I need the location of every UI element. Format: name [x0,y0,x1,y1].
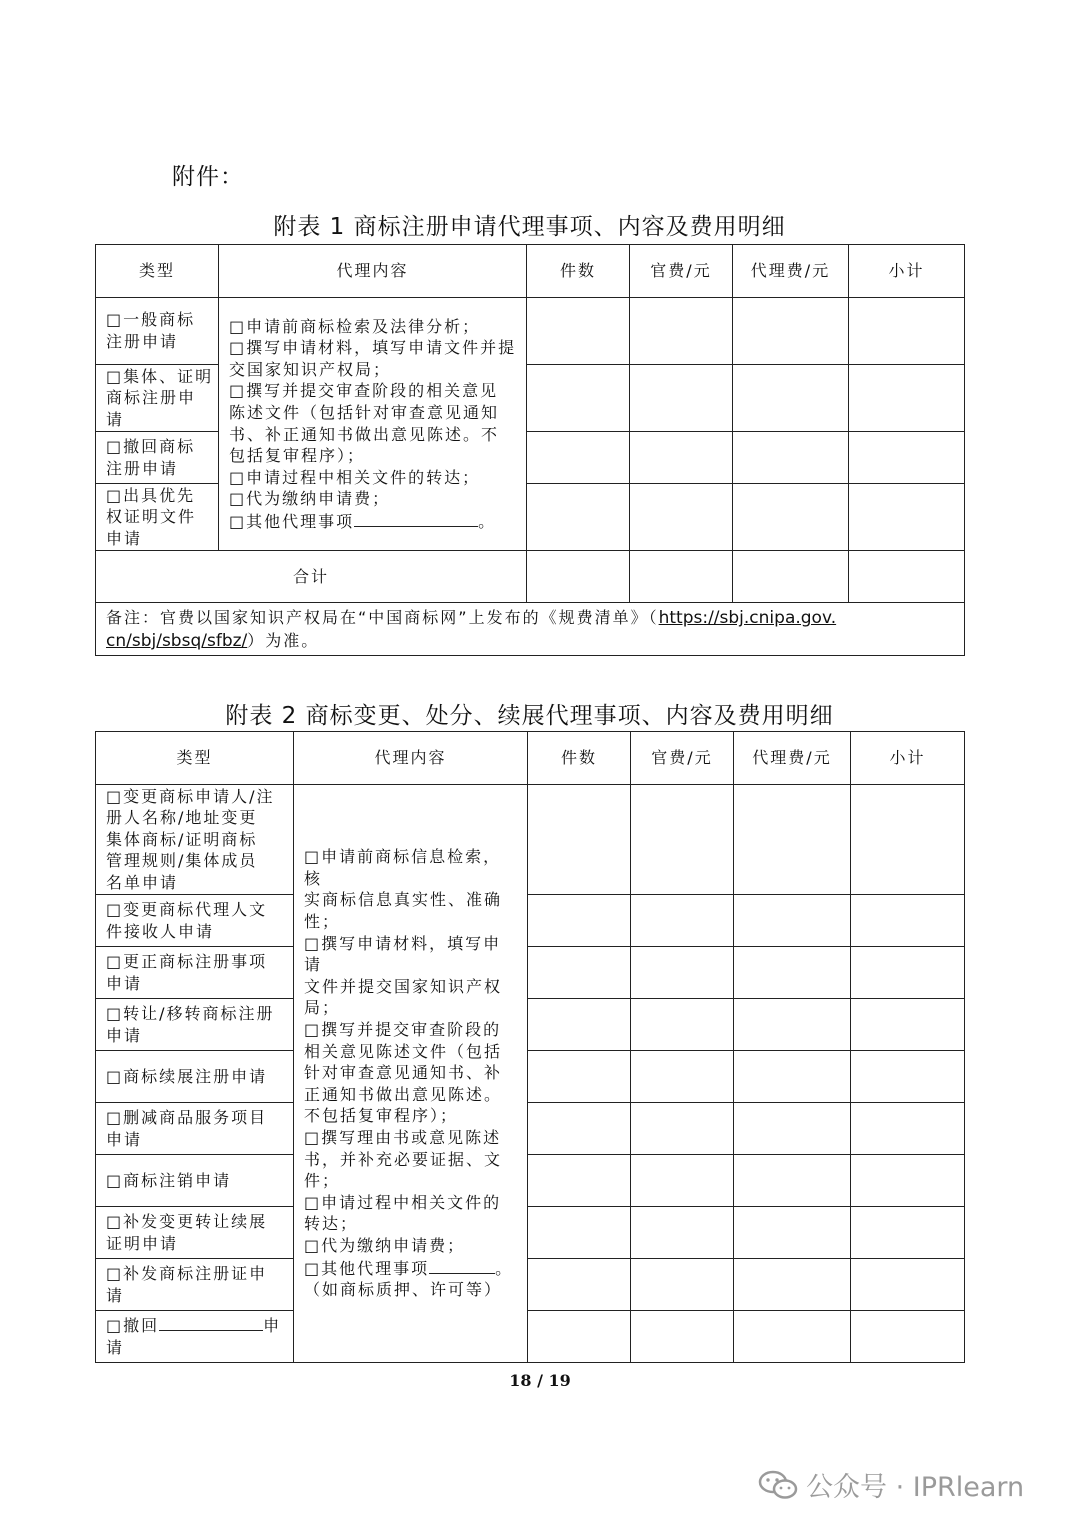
category-cell [96,947,294,999]
subtotal-cell[interactable] [851,1207,965,1259]
content-line: □代为缴纳申请费； [229,489,391,509]
header-count: 件数 [527,245,630,298]
content-line: 文件并提交国家知识产权 [304,976,503,996]
header-agency-fee: 代理费/元 [734,732,851,785]
category-line: □商标续展注册申请 [106,1066,268,1086]
page-number: 18 / 19 [509,1371,571,1390]
category-line: □集体、证明 [106,366,214,386]
category-line: 请 [106,1338,125,1357]
note-row [96,603,965,656]
content-line: □申请过程中相关文件的 [304,1192,502,1212]
content-line: 不包括复审程序）； [304,1106,459,1126]
table1-header-row [96,245,965,298]
content-line: 正通知书做出意见陈述。 [304,1084,503,1104]
category-line: □更正商标注册事项 [106,951,268,971]
category-line: □撤回商标 [106,436,196,456]
category-cell [96,1155,294,1207]
content-line: 针对审查意见通知书、补 [304,1063,503,1083]
table-row [96,298,965,365]
subtotal-cell[interactable] [851,785,965,895]
total-row [96,551,965,603]
category-line: 注册申请 [106,332,179,351]
agency-fee-cell[interactable] [733,484,849,551]
count-cell[interactable] [528,1311,631,1363]
category-line: 集体商标/证明商标 [106,829,258,849]
fill-in-blank[interactable] [429,1257,495,1274]
table-row [96,1051,965,1103]
header-content: 代理内容 [219,245,527,298]
table-row [96,895,965,947]
official-fee-cell[interactable] [631,1207,734,1259]
agency-fee-cell[interactable] [734,1051,851,1103]
agency-fee-cell[interactable] [734,947,851,999]
category-line: 名单申请 [106,872,179,892]
table2-header-row [96,732,965,785]
content-line: □申请前商标信息检索，核 [304,847,502,888]
category-line: 请 [106,1285,125,1305]
content-line: □代为缴纳申请费； [304,1235,466,1255]
header-official-fee: 官费/元 [631,732,734,785]
subtotal-cell[interactable] [849,298,965,365]
total-agency-fee-cell[interactable] [733,551,849,603]
content-line: 交国家知识产权局； [229,359,392,379]
category-line: □出具优先 [106,485,196,505]
count-cell[interactable] [528,1155,631,1207]
content-line: □撰写申请材料，填写申请 [304,933,502,975]
content-line: □撰写并提交审查阶段的相关意见 [229,381,499,401]
category-line: 管理规则/集体成员 [106,851,258,871]
wechat-icon [758,1470,798,1500]
count-cell[interactable] [528,947,631,999]
content-line: 书，并补充必要证据、文 [304,1149,503,1169]
count-cell[interactable] [527,432,630,484]
fill-in-blank[interactable] [354,510,478,527]
table-row [96,1207,965,1259]
subtotal-cell[interactable] [851,1051,965,1103]
content-line: □申请前商标检索及法律分析； [229,316,481,336]
content-line-text: □其他代理事项 [229,511,355,531]
table-row [96,1103,965,1155]
category-line: 件接收人申请 [106,921,215,941]
category-line [106,1314,293,1337]
count-cell[interactable] [528,999,631,1051]
content-line: 性； [304,912,341,932]
fee-list-link-cont[interactable]: cn/sbj/sbsq/sfbz/ [106,631,248,651]
subtotal-cell[interactable] [849,432,965,484]
subtotal-cell[interactable] [851,1155,965,1207]
subtotal-cell[interactable] [849,365,965,432]
category-cell [96,1051,294,1103]
official-fee-cell[interactable] [630,432,733,484]
header-type: 类型 [96,732,294,785]
category-cell [96,1207,294,1259]
table2 [95,731,965,1363]
table-row [96,785,965,895]
subtotal-cell[interactable] [851,947,965,999]
note-cell [96,603,965,656]
count-cell[interactable] [528,895,631,947]
category-cell [96,432,219,484]
total-label: 合计 [96,551,527,603]
table-row [96,1259,965,1311]
category-cell [96,999,294,1051]
category-line: 请 [106,409,125,429]
category-cell [96,484,219,551]
content-line: 局； [304,998,341,1018]
subtotal-cell[interactable] [849,484,965,551]
content-line: 包括复审程序）； [229,446,366,466]
watermark-text: 公众号 · IPRlearn [806,1472,1025,1503]
content-end: 。 [495,1258,514,1278]
category-line: □补发商标注册证申 [106,1263,268,1283]
category-line: 申请 [106,1025,143,1045]
official-fee-cell[interactable] [631,785,734,895]
agency-fee-cell[interactable] [733,298,849,365]
category-line: 注册申请 [106,458,179,478]
count-cell[interactable] [527,298,630,365]
category-cell [96,1103,294,1155]
category-line: □变更商标代理人文 [106,899,268,919]
category-prefix: □撤回 [106,1316,160,1336]
count-cell[interactable] [528,1259,631,1311]
category-cell [96,365,219,432]
content-line-text: □其他代理事项 [304,1258,430,1278]
table-row [96,1155,965,1207]
official-fee-cell[interactable] [631,999,734,1051]
count-cell[interactable] [527,484,630,551]
note-text: 备注：官费以国家知识产权局在“中国商标网”上发布的《规费清单》（ [106,608,659,628]
agency-fee-cell[interactable] [734,1103,851,1155]
table-row [96,999,965,1051]
header-count: 件数 [528,732,631,785]
agency-fee-cell[interactable] [733,365,849,432]
note-suffix: ）为准。 [247,631,320,650]
category-line: 申请 [106,973,143,993]
header-subtotal: 小计 [849,245,965,298]
content-line: □申请过程中相关文件的转达； [229,467,481,487]
subtotal-cell[interactable] [851,999,965,1051]
official-fee-cell[interactable] [631,1155,734,1207]
category-line: □删减商品服务项目 [106,1107,268,1127]
official-fee-cell[interactable] [631,895,734,947]
agency-fee-cell[interactable] [734,1155,851,1207]
agency-fee-cell[interactable] [734,785,851,895]
category-line: 册人名称/地址变更 [106,808,258,828]
official-fee-cell[interactable] [631,1311,734,1363]
category-line: □补发变更转让续展 [106,1211,268,1231]
category-line: 申请 [106,528,143,548]
content-end: 。 [478,511,497,531]
total-count-cell[interactable] [527,551,630,603]
official-fee-cell[interactable] [630,298,733,365]
agency-fee-cell[interactable] [734,1259,851,1311]
official-fee-cell[interactable] [631,947,734,999]
count-cell[interactable] [528,785,631,895]
category-line: □转让/移转商标注册 [106,1003,275,1023]
header-subtotal: 小计 [851,732,965,785]
count-cell[interactable] [528,1103,631,1155]
table1 [95,244,965,656]
category-line: □一般商标 [106,310,196,330]
subtotal-cell[interactable] [851,1103,965,1155]
official-fee-cell[interactable] [630,484,733,551]
agency-content-cell [294,785,528,1363]
content-line: 书、补正通知书做出意见陈述。不 [229,424,500,444]
header-type: 类型 [96,245,219,298]
annex-label: 附件： [172,164,244,190]
category-cell [96,298,219,365]
watermark [758,1465,1024,1504]
official-fee-cell[interactable] [630,365,733,432]
content-line: □撰写理由书或意见陈述 [304,1127,502,1147]
count-cell[interactable] [528,1051,631,1103]
content-line: 实商标信息真实性、准确 [304,890,503,910]
table1-caption: 附表 1 商标注册申请代理事项、内容及费用明细 [273,214,786,240]
category-suffix: 申 [263,1316,282,1336]
official-fee-cell[interactable] [631,1051,734,1103]
content-line: □撰写申请材料，填写申请文件并提 [229,338,517,358]
count-cell[interactable] [527,365,630,432]
agency-fee-cell[interactable] [734,895,851,947]
table2-caption: 附表 2 商标变更、处分、续展代理事项、内容及费用明细 [225,703,834,729]
agency-fee-cell[interactable] [733,432,849,484]
category-cell [96,895,294,947]
table-row [96,947,965,999]
content-line: 转达； [304,1214,359,1234]
official-fee-cell[interactable] [631,1259,734,1311]
agency-fee-cell[interactable] [734,999,851,1051]
category-cell [96,1311,294,1363]
category-line: □商标注销申请 [106,1170,232,1190]
subtotal-cell[interactable] [851,1259,965,1311]
content-line: （如商标质押、许可等） [304,1280,503,1300]
content-line: □撰写并提交审查阶段的 [304,1020,502,1040]
category-line: 申请 [106,1129,143,1149]
count-cell[interactable] [528,1207,631,1259]
total-subtotal-cell[interactable] [849,551,965,603]
header-official-fee: 官费/元 [630,245,733,298]
content-line: 相关意见陈述文件（包括 [304,1041,503,1061]
fee-list-link[interactable]: https://sbj.cnipa.gov. [658,608,837,629]
category-cell [96,1259,294,1311]
fill-in-blank[interactable] [159,1314,263,1331]
category-line: 证明申请 [106,1233,179,1253]
agency-fee-cell[interactable] [734,1311,851,1363]
total-official-fee-cell[interactable] [630,551,733,603]
header-agency-fee: 代理费/元 [733,245,849,298]
category-line: □变更商标申请人/注 [106,786,275,806]
category-line: 商标注册申 [106,388,197,408]
subtotal-cell[interactable] [851,895,965,947]
content-line: 件； [304,1171,341,1191]
agency-fee-cell[interactable] [734,1207,851,1259]
agency-content-cell [219,298,527,551]
content-line [304,1257,519,1280]
official-fee-cell[interactable] [631,1103,734,1155]
subtotal-cell[interactable] [851,1311,965,1363]
header-content: 代理内容 [294,732,528,785]
content-line: 陈述文件（包括针对审查意见通知 [229,402,500,422]
table-row [96,1311,965,1363]
category-line: 权证明文件 [106,507,197,527]
category-cell [96,785,294,895]
content-line [229,510,518,533]
